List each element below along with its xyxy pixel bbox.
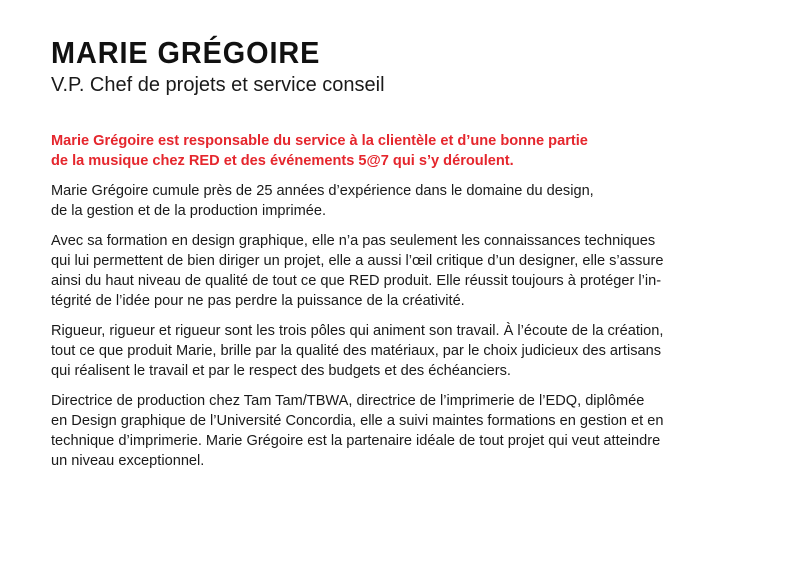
paragraph-line: tégrité de l’idée pour ne pas perdre la puissance de la créativité. [51, 293, 465, 309]
lead-line: de la musique chez RED et des événements 5@7 qui s’y déroulent. [51, 153, 514, 169]
paragraph-line: tout ce que produit Marie, brille par la qualité des matériaux, par le choix judicieux des artisans [51, 343, 662, 359]
paragraph-line: de la gestion et de la production imprimée. [51, 203, 327, 219]
paragraph-line: Marie Grégoire cumule près de 25 années d’expérience dans le domaine du design, [51, 183, 594, 199]
paragraph-line: technique d’imprimerie. Marie Grégoire est la partenaire idéale de tout projet qui veut atteindre [51, 433, 661, 449]
paragraph-formation [51, 231, 751, 311]
paragraph-line: Rigueur, rigueur et rigueur sont les trois pôles qui animent son travail. À l’écoute de la création, [51, 323, 664, 339]
paragraph-line: un niveau exceptionnel. [51, 453, 205, 469]
profile-page [51, 36, 751, 471]
lead-line: Marie Grégoire est responsable du service à la clientèle et d’une bonne partie [51, 133, 588, 149]
paragraph-line: en Design graphique de l’Université Concordia, elle a suivi maintes formations en gestion et en [51, 413, 664, 429]
lead-paragraph [51, 131, 751, 171]
person-name: MARIE GRÉGOIRE [51, 35, 321, 70]
person-role: V.P. Chef de projets et service conseil [51, 74, 385, 96]
paragraph-line: Directrice de production chez Tam Tam/TBWA, directrice de l’imprimerie de l’EDQ, diplômée [51, 393, 645, 409]
paragraph-line: qui lui permettent de bien diriger un projet, elle a aussi l’œil critique d’un designer, elle s’assure [51, 253, 664, 269]
paragraph-experience [51, 181, 751, 221]
paragraph-line: Avec sa formation en design graphique, elle n’a pas seulement les connaissances techniques [51, 233, 656, 249]
paragraph-rigueur [51, 321, 751, 381]
paragraph-career [51, 391, 751, 471]
paragraph-line: ainsi du haut niveau de qualité de tout ce que RED produit. Elle réussit toujours à protéger l’in- [51, 273, 662, 289]
paragraph-line: qui réalisent le travail et par le respect des budgets et des échéanciers. [51, 363, 511, 379]
